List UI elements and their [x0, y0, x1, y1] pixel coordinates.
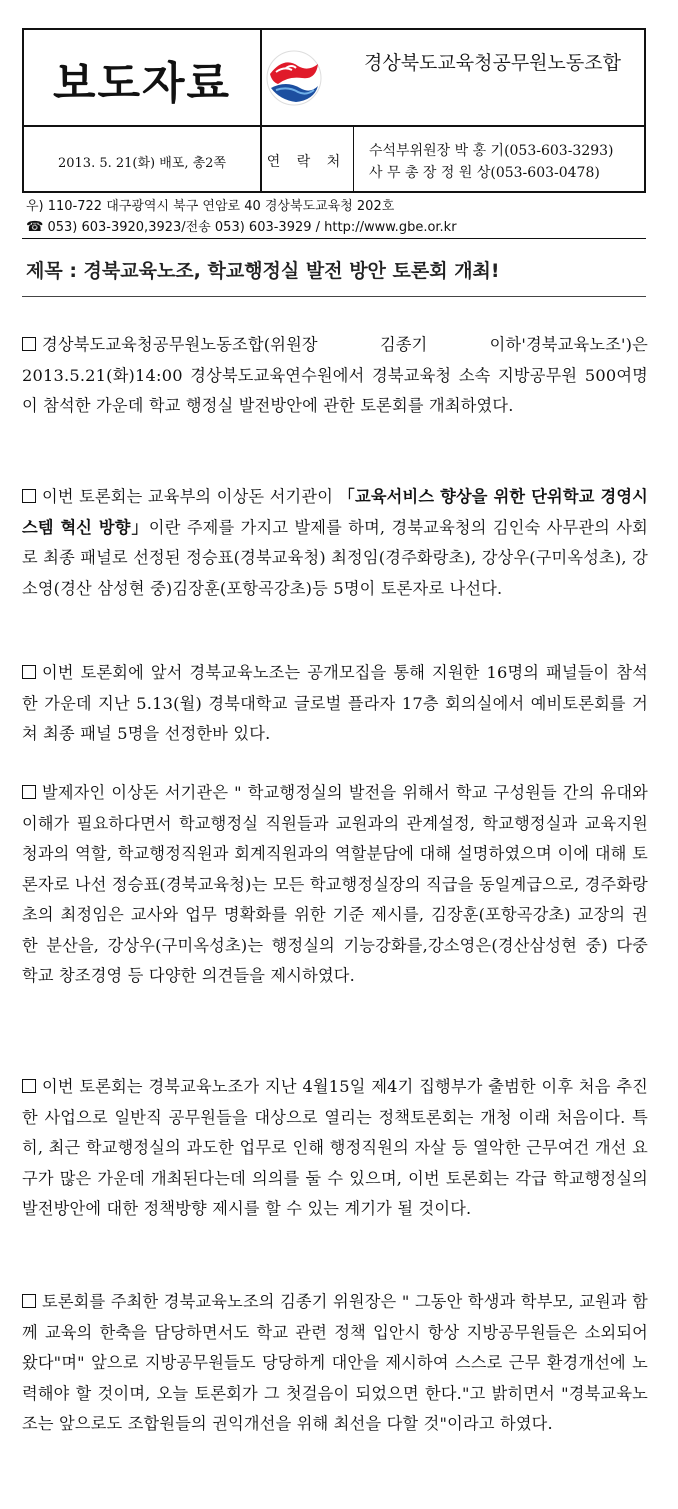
contact-line-1: 수석부위원장 박 홍 기(053-603-3293)	[369, 143, 614, 159]
paragraph-5-text: 이번 토론회는 경북교육노조가 지난 4월15일 제4기 집행부가 출범한 이후 처음 추진한 사업으로 일반직 공무원들을 대상으로 열리는 정책토론회는 개청 이래 처음이다. 특히, 최근 학교행정실의 과도한 업무로 인해 행정직원의 자살 등 열악한 근무여건 개선 요구가 많은 가운데 개최된다는데 의의를 둘 수 있으며, 이번 토론회는 각급 학교행정실의 발전방안에 대한 정책방향 제시를 할 수 있는 계기가 될 것이다.	[22, 1077, 648, 1218]
paragraph-6-text: 토론회를 주최한 경북교육노조의 김종기 위원장은 " 그동안 학생과 학부모, 교원과 함께 교육의 한축을 담당하면서도 학교 관련 정책 입안시 항상 지방공무원들은 소외되어 왔다"며" 앞으로 지방공무원들도 당당하게 대안을 제시하여 스스로 근무 환경개선에 노력해야 할 것이며, 오늘 토론회가 그 첫걸음이 되었으면 한다."고 밝히면서 "경북교육노조는 앞으로도 조합원들의 권익개선을 위해 최선을 다할 것"이라고 하였다.	[22, 1292, 648, 1433]
contact-info	[369, 140, 614, 184]
paragraph-4	[22, 778, 648, 992]
contact-line-2: 사 무 총 장 정 원 상(053-603-0478)	[369, 165, 600, 181]
checkbox-bullet-icon	[22, 337, 36, 351]
header-table	[22, 28, 646, 193]
checkbox-bullet-icon	[22, 489, 36, 503]
paragraph-2-text-a: 이번 토론회는 교육부의 이상돈 서기관이	[42, 487, 339, 506]
paragraph-1	[22, 330, 648, 422]
address-block	[26, 197, 646, 238]
paragraph-5	[22, 1072, 648, 1225]
paragraph-4-text: 발제자인 이상돈 서기관은 " 학교행정실의 발전을 위해서 학교 구성원들 간의 유대와 이해가 필요하다면서 학교행정실 직원들과 교원과의 관계설정, 학교행정실과 교육지원청과의 역할, 학교행정직원과 회계직원과의 역할분담에 대해 설명하였으며 이에 대해 토론자로 나선 정승표(경북교육청)는 모든 학교행정실장의 직급을 동일계급으로, 경주화랑초의 최정임은 교사와 업무 명확화를 위한 기준 제시를, 김장훈(포항곡강초) 교장의 권한 분산을, 강상우(구미옥성초)는 행정실의 기능강화를,강소영은(경산삼성현 중) 다중 학교 창조경영 등 다양한 의견들을 제시하였다.	[22, 783, 648, 985]
subject-divider	[22, 296, 646, 297]
paragraph-2	[22, 482, 648, 604]
address-divider	[22, 238, 646, 239]
organization-name: 경상북도교육청공무원노동조합	[364, 52, 621, 74]
release-date: 2013. 5. 21(화) 배포, 총2쪽	[57, 155, 227, 171]
phone-fax-web: 053) 603-3920,3923/전송 053) 603-3929 / http://www.gbe.or.kr	[47, 220, 457, 235]
paragraph-3	[22, 658, 648, 750]
paragraph-3-text: 이번 토론회에 앞서 경북교육노조는 공개모집을 통해 지원한 16명의 패널들이 참석한 가운데 지난 5.13(월) 경북대학교 글로벌 플라자 17층 회의실에서 예비토론회를 거쳐 최종 패널 5명을 선정한바 있다.	[22, 663, 648, 743]
press-release-title: 보도자료	[52, 57, 231, 109]
paragraph-1-text: 경상북도교육청공무원노동조합(위원장 김종기 이하'경북교육노조')은 2013.5.21(화)14:00 경상북도교육연수원에서 경북교육청 소속 지방공무원 500여명이 참석한 가운데 학교 행정실 발전방안에 관한 토론회를 개최하였다.	[22, 335, 648, 415]
checkbox-bullet-icon	[22, 785, 36, 799]
paragraph-2-text-c: 이란 주제를 가지고 발제를 하며, 경북교육청의 김인숙 사무관의 사회로 최종 패널로 선정된 정승표(경북교육청) 최정임(경주화랑초), 강상우(구미옥성초), 강소영(경산 삼성현 중)김장훈(포항곡강초)등 5명이 토론자로 나선다.	[22, 517, 648, 598]
checkbox-bullet-icon	[22, 1079, 36, 1093]
contact-label: 연 락 처	[266, 154, 347, 170]
postal-address: 우) 110-722 대구광역시 북구 연암로 40 경상북도교육청 202호	[26, 199, 395, 214]
phone-line	[26, 217, 646, 238]
paragraph-6	[22, 1287, 648, 1440]
checkbox-bullet-icon	[22, 1294, 36, 1308]
paragraph-2-topic: 「교육서비스 향상을 위한 단위학교 경영시스템 혁신 방향」	[22, 487, 648, 537]
union-logo-icon	[266, 50, 322, 106]
subject-heading: 제목 : 경북교육노조, 학교행정실 발전 방안 토론회 개최!	[26, 260, 500, 282]
phone-icon: ☎	[26, 219, 44, 235]
checkbox-bullet-icon	[22, 665, 36, 679]
